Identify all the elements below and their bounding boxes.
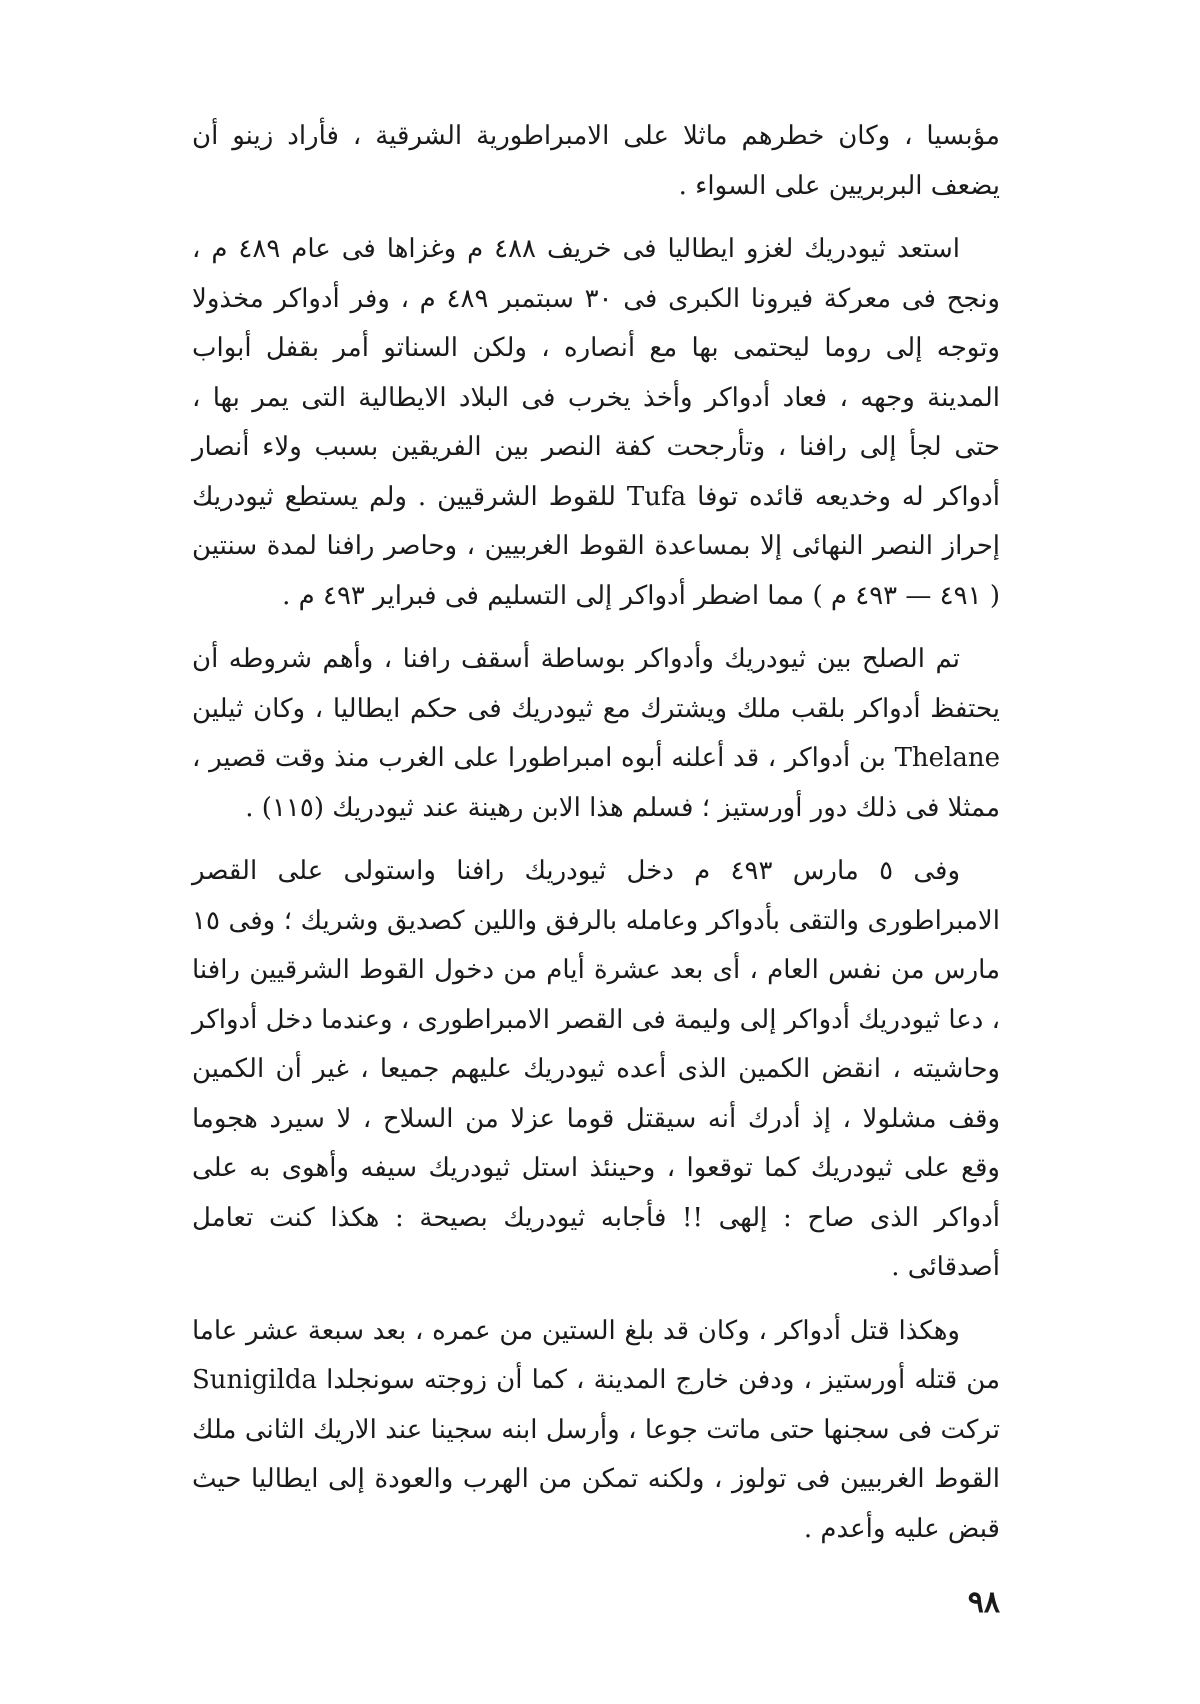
- body-text: [192, 112, 1000, 1564]
- paragraph-1: مؤبسيا ، وكان خطرهم ماثلا على الامبراطورية الشرقية ، فأراد زينو أن يضعف البربريين على السواء .: [192, 121, 1000, 201]
- page-number: ٩٨: [967, 1585, 1000, 1620]
- paragraph-2: استعد ثيودريك لغزو ايطاليا فى خريف ٤٨٨ م وغزاها فى عام ٤٨٩ م ، ونجح فى معركة فيرونا الكبرى فى ٣٠ سبتمبر ٤٨٩ م ، وفر أدواكر مخذولا وتوجه إلى روما ليحتمى بها مع أنصاره ، ولكن السناتو أمر بقفل أبواب المدينة وجهه ، فعاد أدواكر وأخذ يخرب فى البلاد الايطالية التى يمر بها ، حتى لجأ إلى رافنا ، وتأرجحت كفة النصر بين الفريقين بسبب ولاء أنصار أدواكر له وخديعه قائده توفا Tufa للقوط الشرقيين . ولم يستطع ثيودريك إحراز النصر النهائى إلا بمساعدة القوط الغربيين ، وحاصر رافنا لمدة سنتين ( ٤٩١ — ٤٩٣ م ) مما اضطر أدواكر إلى التسليم فى فبراير ٤٩٣ م .: [192, 234, 1000, 611]
- paragraph-3: تم الصلح بين ثيودريك وأدواكر بوساطة أسقف رافنا ، وأهم شروطه أن يحتفظ أدواكر بلقب ملك ويشترك مع ثيودريك فى حكم ايطاليا ، وكان ثيلين Thelane بن أدواكر ، قد أعلنه أبوه امبراطورا على الغرب منذ وقت قصير ، ممثلا فى ذلك دور أورستيز ؛ فسلم هذا الابن رهينة عند ثيودريك (١١٥) .: [192, 644, 1000, 823]
- paragraph-4: وفى ٥ مارس ٤٩٣ م دخل ثيودريك رافنا واستولى على القصر الامبراطورى والتقى بأدواكر وعامله بالرفق واللين كصديق وشريك ؛ وفى ١٥ مارس من نفس العام ، أى بعد عشرة أيام من دخول القوط الشرقيين رافنا ، دعا ثيودريك أدواكر إلى وليمة فى القصر الامبراطورى ، وعندما دخل أدواكر وحاشيته ، انقض الكمين الذى أعده ثيودريك عليهم جميعا ، غير أن الكمين وقف مشلولا ، إذ أدرك أنه سيقتل قوما عزلا من السلاح ، لا سيرد هجوما وقع على ثيودريك كما توقعوا ، وحينئذ استل ثيودريك سيفه وأهوى به على أدواكر الذى صاح : إلهى !! فأجابه ثيودريك بصيحة : هكذا كنت تعامل أصدقائى .: [192, 856, 1000, 1282]
- paragraph-5: وهكذا قتل أدواكر ، وكان قد بلغ الستين من عمره ، بعد سبعة عشر عاما من قتله أورستيز ، ودفن خارج المدينة ، كما أن زوجته سونجلدا Sunigilda تركت فى سجنها حتى ماتت جوعا ، وأرسل ابنه سجينا عند الاريك الثانى ملك القوط الغربيين فى تولوز ، ولكنه تمكن من الهرب والعودة إلى ايطاليا حيث قبض عليه وأعدم .: [192, 1315, 1000, 1544]
